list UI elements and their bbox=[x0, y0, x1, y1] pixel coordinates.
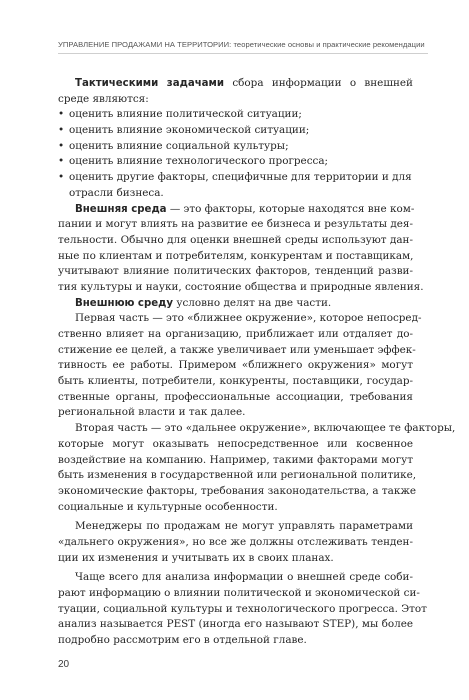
bullet-glyph: • bbox=[58, 108, 65, 121]
list-item: • оценить влияние политической ситуации; bbox=[58, 107, 413, 123]
running-header-subtitle: теоретические основы и практические рекомендации bbox=[231, 40, 425, 49]
paragraph-line: туации, социальной культуры и технологического прогресса. Этот bbox=[58, 602, 427, 615]
body-text bbox=[58, 76, 456, 649]
paragraph-line: воздействие на компанию. Например, такими факторами могут bbox=[58, 453, 413, 466]
paragraph-line: социальные и культурные особенности. bbox=[58, 500, 278, 513]
bullet-glyph: • bbox=[58, 171, 65, 184]
paragraph-line: быть клиенты, потребители, конкуренты, поставщики, государ- bbox=[58, 375, 413, 388]
intro-line-1: Тактическими задачами сбора информации о внешней bbox=[75, 77, 413, 89]
list-item: • оценить другие факторы, специфичные для территории и для bbox=[58, 170, 413, 186]
running-header bbox=[58, 40, 428, 49]
paragraph-line: Вторая часть — это «дальнее окружение», включающее те факторы, bbox=[75, 422, 456, 435]
list-item: • оценить влияние экономической ситуации; bbox=[58, 123, 413, 139]
paragraph-line: Первая часть — это «ближнее окружение», которое непосред- bbox=[75, 312, 422, 325]
bullet-glyph: • bbox=[58, 139, 65, 152]
paragraph-line: которые могут оказывать непосредственное или косвенное bbox=[58, 437, 413, 450]
paragraph-line: Чаще всего для анализа информации о внешней среде соби- bbox=[75, 571, 413, 584]
bullet-glyph: • bbox=[58, 155, 65, 168]
paragraph-line: тельности. Обычно для оценки внешней среды используют дан- bbox=[58, 233, 413, 246]
paragraph-line: региональной власти и так далее. bbox=[58, 406, 246, 419]
intro-line-2: среде являются: bbox=[58, 92, 149, 105]
paragraph-line: стижение ее целей, а также увеличивает или уменьшает эффек- bbox=[58, 343, 416, 356]
paragraph-line: Внешняя среда — это факторы, которые находятся вне ком- bbox=[75, 202, 415, 215]
running-header-title: УПРАВЛЕНИЕ ПРОДАЖАМИ НА ТЕРРИТОРИИ: bbox=[58, 40, 232, 49]
paragraph-line: быть изменения в государственной или региональной политике, bbox=[58, 469, 417, 482]
paragraph-line: экономические факторы, требования законодательства, а также bbox=[58, 484, 417, 497]
list-item-continuation: отрасли бизнеса. bbox=[69, 186, 164, 199]
paragraph-line: ные по клиентам и потребителям, конкурентам и поставщикам, bbox=[58, 249, 414, 262]
paragraph-line: Менеджеры по продажам не могут управлять параметрами bbox=[75, 520, 413, 533]
paragraph-line: ственно влияет на организацию, приближает или отдаляет до- bbox=[58, 328, 413, 340]
intro-bold-term: Тактическими задачами bbox=[75, 78, 225, 89]
bold-term-external-environment-2: Внешнюю среду bbox=[75, 297, 174, 309]
paragraph-line: тия культуры и науки, состояние общества и природные явления. bbox=[58, 280, 424, 293]
paragraph-line: подробно рассмотрим его в отдельной главе. bbox=[58, 634, 307, 647]
paragraph-line: анализ называется PEST (иногда его называют STEP), мы более bbox=[58, 618, 413, 631]
header-divider bbox=[58, 53, 428, 54]
paragraph-line: учитывают влияние политических факторов, тенденций разви- bbox=[58, 265, 413, 278]
bullet-glyph: • bbox=[58, 124, 65, 137]
paragraph-line: пании и могут влиять на развитие ее бизнеса и результаты дея- bbox=[58, 218, 413, 231]
paragraph-line: тивность ее работы. Примером «ближнего окружения» могут bbox=[58, 359, 413, 372]
paragraph-line: ции их изменения и учитывать их в своих планах. bbox=[58, 551, 334, 564]
paragraph-line: «дальнего окружения», но все же должны отслеживать тенден- bbox=[58, 535, 413, 548]
page-number: 20 bbox=[58, 659, 70, 670]
paragraph-line: ственные органы, профессиональные ассоциации, требования bbox=[58, 390, 413, 403]
list-item: • оценить влияние социальной культуры; bbox=[58, 139, 413, 155]
paragraph-line: Внешнюю среду условно делят на две части. bbox=[75, 296, 332, 309]
list-item: • оценить влияние технологического прогресса; bbox=[58, 154, 413, 170]
paragraph-line: рают информацию о влиянии политической и экономической си- bbox=[58, 587, 420, 599]
bold-term-external-environment: Внешняя среда bbox=[75, 203, 167, 215]
